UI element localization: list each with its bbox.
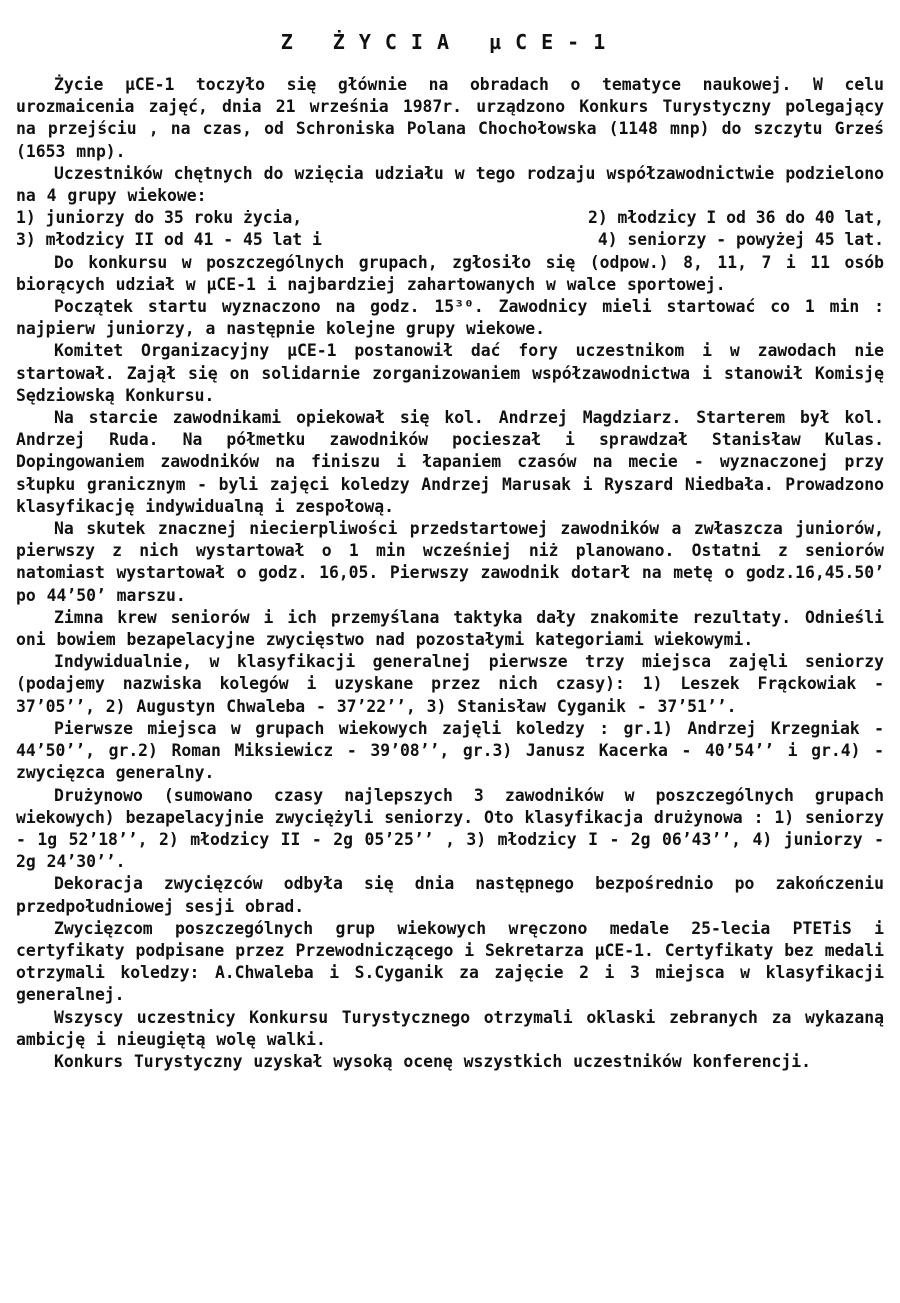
age-group-item: 2) młodzicy I od 36 do 40 lat, [587,208,884,228]
paragraph-awards: Zwycięzcom poszczególnych grup wiekowych wręczono medale 25-lecia PTETiS i certyfikaty podpisane przez Przewodniczącego i Sekretarza µCE-1. Certyfikaty bez medali otrzymali koledzy: A.Chwaleba i S.Cyganik za zajęcie 2 i 3 miejsca w klasyfikacji generalnej. [16,918,884,1005]
age-group-item: 4) seniorzy - powyżej 45 lat. [597,230,884,250]
paragraph-applause: Wszyscy uczestnicy Konkursu Turystycznego otrzymali oklaski zebranych za wykazaną ambicję i nieugiętą wolę walki. [16,1007,884,1049]
paragraph-ceremony: Dekoracja zwycięzców odbyła się dnia następnego bezpośrednio po zakończeniu przedpołudniowej sesji obrad. [16,874,884,916]
document-body [16,74,884,1073]
paragraph-registrations: Do konkursu w poszczególnych grupach, zgłosiło się (odpow.) 8, 11, 7 i 11 osób biorących udział w µCE-1 i najbardziej zahartowanych w walce sportowej. [16,252,884,294]
paragraph-officials: Na starcie zawodnikami opiekował się kol. Andrzej Magdziarz. Starterem był kol. Andrzej Ruda. Na półmetku zawodników pocieszał i sprawdzał Stanisław Kulas. Dopingowaniem zawodników na finiszu i łapaniem czasów na mecie - wyznaczonej przy słupku granicznym - byli zajęci koledzy Andrzej Marusak i Ryszard Niedbała. Prowadzono klasyfikację indywidualną i zespołową. [16,408,884,516]
age-group-row [16,207,884,229]
paragraph-seniors-result: Zimna krew seniorów i ich przemyślana taktyka dały znakomite rezultaty. Odnieśli oni bowiem bezapelacyjne zwycięstwo nad pozostałymi kategoriami wiekowymi. [16,607,884,650]
paragraph-team-ranking: Drużynowo (sumowano czasy najlepszych 3 zawodników w poszczególnych grupach wiekowych) bezapelacyjnie zwyciężyli seniorzy. Oto klasyfikacja drużynowa : 1) seniorzy - 1g 52’18’’, 2) młodzicy II - 2g 05’25’’ , 3) młodzicy I - 2g 06’43’’, 4) juniorzy - 2g 24’30’’. [16,785,884,872]
paragraph-impatience: Na skutek znacznej niecierpliwości przedstartowej zawodników a zwłaszcza juniorów, pierwszy z nich wystartował o 1 min wcześniej niż planowano. Ostatni z seniorów natomiast wystartował o godz. 16,05. Pierwszy zawodnik dotarł na metę o godz.16,45.50’ po 44’50’ marszu. [16,519,884,605]
paragraph-individual-ranking: Indywidualnie, w klasyfikacji generalnej pierwsze trzy miejsca zajęli seniorzy (podajemy nazwiska kolegów i uzyskane przez nich czasy): 1) Leszek Frąckowiak - 37’05’’, 2) Augustyn Chwaleba - 37’22’’, 3) Stanisław Cyganik - 37’51’’. [16,652,884,716]
paragraph-groups-intro: Uczestników chętnych do wzięcia udziału w tego rodzaju współzawodnictwie podzielono na 4 grupy wiekowe: [16,163,884,206]
paragraph-start-time: Początek startu wyznaczono na godz. 15³⁰. Zawodnicy mieli startować co 1 min : najpierw juniorzy, a następnie kolejne grupy wiekowe. [16,297,884,339]
paragraph-group-winners: Pierwsze miejsca w grupach wiekowych zajęli koledzy : gr.1) Andrzej Krzegniak - 44’50’’, gr.2) Roman Miksiewicz - 39’08’’, gr.3) Janusz Kacerka - 40’54’’ i gr.4) - zwycięzca generalny. [16,718,884,783]
age-group-row [16,229,884,251]
paragraph-conclusion: Konkurs Turystyczny uzyskał wysoką ocenę wszystkich uczestników konferencji. [54,1051,811,1071]
paragraph-organizing-committee: Komitet Organizacyjny µCE-1 postanowił dać fory uczestnikom i w zawodach nie startował. Zajął się on solidarnie zorganizowaniem współzawodnictwa i stanowił Komisję Sędziowską Konkursu. [16,341,884,405]
age-group-item: 1) juniorzy do 35 roku życia, [16,208,303,228]
paragraph-intro: Życie µCE-1 toczyło się głównie na obradach o tematyce naukowej. W celu urozmaicenia zajęć, dnia 21 września 1987r. urządzono Konkurs Turystyczny polegający na przejściu , na czas, od Schroniska Polana Chochołowska (1148 mnp) do szczytu Grześ (1653 mnp). [16,75,884,161]
document-title: Z ŻYCIA µCE-1 [280,30,620,54]
age-group-item: 3) młodzicy II od 41 - 45 lat i [16,230,322,250]
